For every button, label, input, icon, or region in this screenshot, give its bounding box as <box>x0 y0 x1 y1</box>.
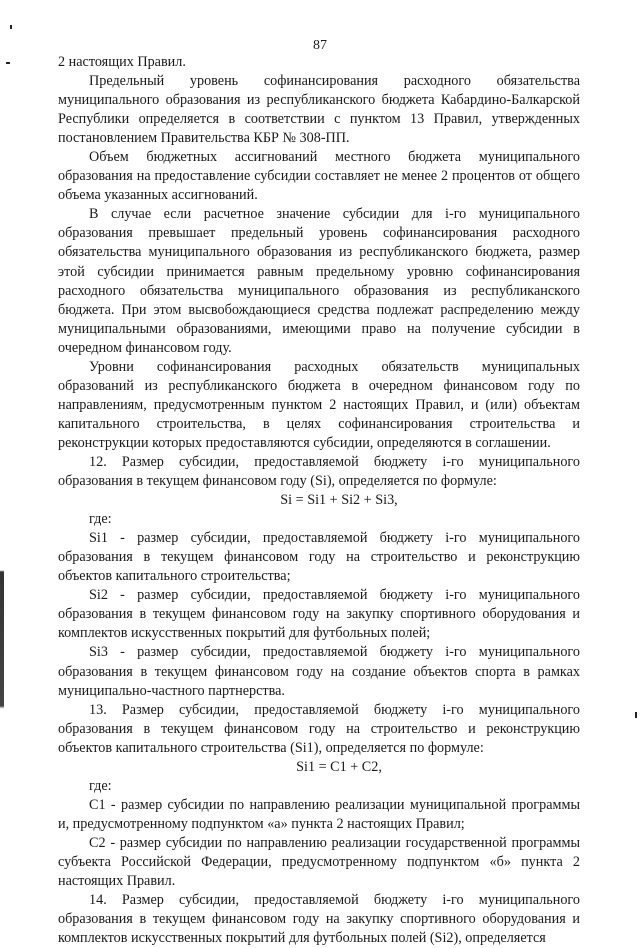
paragraph: 14. Размер субсидии, предоставляемой бюджету i-го муниципального образования в текущем финансовом году на закупку спортивного оборудования и комплектов искусственных покрытий для футбольных полей (Si2), определяется <box>58 892 580 947</box>
scan-mark <box>6 62 10 64</box>
paragraph: C2 - размер субсидии по направлению реализации государственной программы субъекта Российской Федерации, предусмотренному подпунктом «б» пункта 2 настоящих Правил. <box>58 834 580 890</box>
paragraph: Si3 - размер субсидии, предоставляемой бюджету i-го муниципального образования в текущем финансовом году на создание объектов спорта в рамках муниципально-частного партнерства. <box>58 644 580 699</box>
page-number: 87 <box>313 38 327 53</box>
paragraph: Предельный уровень софинансирования расходного обязательства муниципального образования из республиканского бюджета Кабардино-Балкарской Республики определяется в соответствии с пунктом 13 Правил, утвержденных постановлением Правительства КБР № 308-ПП. <box>58 73 580 147</box>
scan-mark <box>10 25 12 29</box>
paragraph: Уровни софинансирования расходных обязательств муниципальных образований из республиканского бюджета в очередном финансовом году по направлениям, предусмотренным пунктом 2 настоящих Правил, и (или) объектам капитального строительства, в целях софинансирования строительства и реконструкции которых предоставляются субсидии, определяются в соглашении. <box>58 358 580 451</box>
paragraph: C1 - размер субсидии по направлению реализации муниципальной программы и, предусмотренному подпунктом «а» пункта 2 настоящих Правил; <box>58 796 580 832</box>
paragraph: 13. Размер субсидии, предоставляемой бюджету i-го муниципального образования в текущем финансовом году на строительство и реконструкцию объектов капитального строительства (Si1), определяется по формуле: <box>58 701 580 756</box>
paragraph: Объем бюджетных ассигнований местного бюджета муниципального образования на предоставление субсидии составляет не менее 2 процентов от общего объема указанных ассигнований. <box>58 149 580 204</box>
scan-mark <box>635 712 637 718</box>
where-label: где: <box>89 511 112 528</box>
paragraph: В случае если расчетное значение субсидии для i-го муниципального образования превышает предельный уровень софинансирования расходного обязательства муниципального образования из республиканского бюджета, размер этой субсидии принимается равным предельному уровню софинансирования расходного обязательства муниципального образования из республиканского бюджета. При этом высвобождающиеся средства подлежат распределению между муниципальными образованиями, имеющими право на получение субсидии в очередном финансовом году. <box>58 206 580 356</box>
where-label: где: <box>89 777 112 794</box>
paragraph: Si1 - размер субсидии, предоставляемой бюджету i-го муниципального образования в текущем финансовом году на строительство и реконструкцию объектов капитального строительства; <box>58 530 580 585</box>
scan-edge-shadow <box>0 0 4 905</box>
paragraph: Si2 - размер субсидии, предоставляемой бюджету i-го муниципального образования в текущем финансовом году на закупку спортивного оборудования и комплектов искусственных покрытий для футбольных полей; <box>58 587 580 642</box>
formula: Si1 = C1 + C2, <box>296 758 382 775</box>
formula: Si = Si1 + Si2 + Si3, <box>280 492 398 509</box>
paragraph: 12. Размер субсидии, предоставляемой бюджету i-го муниципального образования в текущем финансовом году (Si), определяется по формуле: <box>58 453 580 490</box>
paragraph: 2 настоящих Правил. <box>58 54 186 70</box>
document-body <box>58 53 580 948</box>
